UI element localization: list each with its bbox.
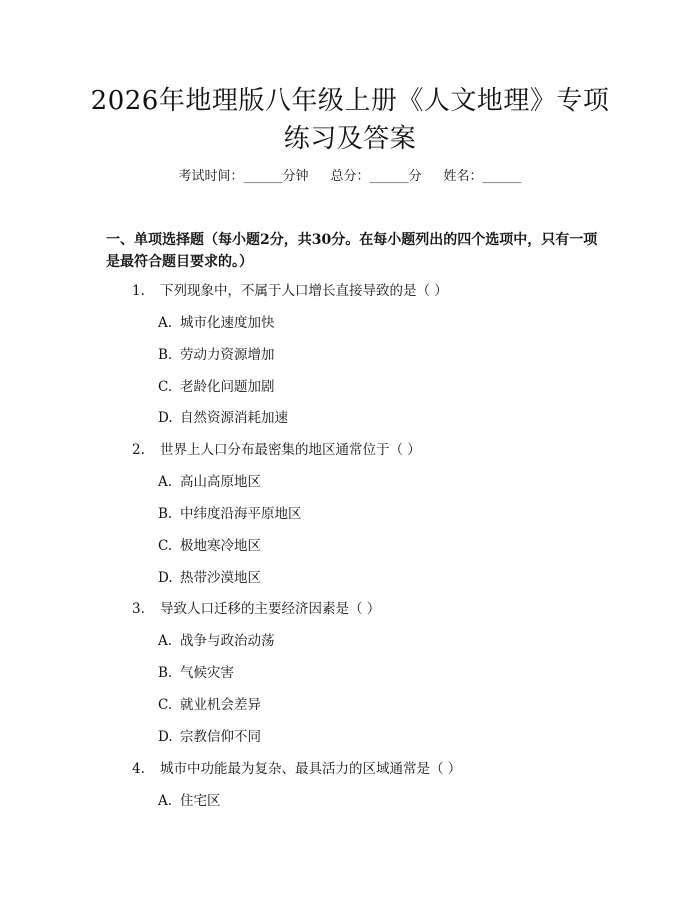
page-title	[70, 82, 630, 158]
question-2-option-c	[158, 537, 261, 555]
option-text: 战争与政治动荡	[180, 633, 275, 649]
option-letter: C.	[158, 379, 173, 395]
title-line-1: 2026年地理版八年级上册《人文地理》专项	[90, 86, 610, 116]
option-text: 老龄化问题加剧	[180, 379, 275, 395]
question-1-option-d	[158, 409, 288, 427]
question-text: 下列现象中，不属于人口增长直接导致的是（ ）	[160, 283, 448, 299]
option-letter: A.	[158, 315, 173, 331]
option-text: 劳动力资源增加	[180, 347, 275, 363]
question-2	[132, 441, 421, 459]
option-text: 极地寒冷地区	[180, 538, 261, 554]
question-3-option-b	[158, 664, 234, 682]
section-heading	[106, 229, 600, 273]
exam-name-field: 姓名：______	[443, 169, 522, 184]
title-line-2: 练习及答案	[283, 124, 417, 154]
option-text: 高山高原地区	[180, 474, 261, 490]
question-1-option-c	[158, 378, 275, 396]
option-letter: C.	[158, 697, 173, 713]
option-text: 自然资源消耗加速	[180, 410, 288, 426]
option-letter: D.	[158, 410, 173, 426]
question-2-option-b	[158, 505, 302, 523]
option-letter: B.	[158, 665, 173, 681]
question-text: 世界上人口分布最密集的地区通常位于（ ）	[160, 442, 421, 458]
option-letter: A.	[158, 793, 173, 809]
question-2-option-d	[158, 569, 261, 587]
option-text: 热带沙漠地区	[180, 570, 261, 586]
option-text: 宗教信仰不同	[180, 729, 261, 745]
exam-score-field: 总分：______分	[330, 169, 422, 184]
option-letter: D.	[158, 729, 173, 745]
option-letter: B.	[158, 347, 173, 363]
question-1	[132, 282, 448, 300]
question-number: 1.	[132, 283, 145, 299]
option-letter: B.	[158, 506, 173, 522]
question-4-option-a	[158, 792, 221, 810]
question-1-option-a	[158, 314, 275, 332]
section-heading-line-2: 是最符合题目要求的。）	[106, 254, 253, 270]
option-text: 住宅区	[180, 793, 221, 809]
option-text: 城市化速度加快	[180, 315, 275, 331]
question-text: 城市中功能最为复杂、最具活力的区域通常是（ ）	[160, 761, 462, 777]
exam-meta	[0, 168, 700, 186]
question-3-option-d	[158, 728, 261, 746]
question-number: 3.	[132, 601, 145, 617]
question-1-option-b	[158, 346, 275, 364]
option-letter: A.	[158, 633, 173, 649]
option-letter: C.	[158, 538, 173, 554]
section-heading-line-1: 一、单项选择题（每小题2分，共30分。在每小题列出的四个选项中，只有一项	[106, 232, 598, 248]
option-letter: A.	[158, 474, 173, 490]
question-number: 2.	[132, 442, 145, 458]
question-2-option-a	[158, 473, 261, 491]
question-3	[132, 600, 380, 618]
option-letter: D.	[158, 570, 173, 586]
option-text: 中纬度沿海平原地区	[180, 506, 302, 522]
option-text: 就业机会差异	[180, 697, 261, 713]
question-3-option-a	[158, 632, 275, 650]
exam-time-field: 考试时间：______分钟	[178, 169, 309, 184]
question-text: 导致人口迁移的主要经济因素是（ ）	[160, 601, 381, 617]
question-3-option-c	[158, 696, 261, 714]
question-number: 4.	[132, 761, 145, 777]
option-text: 气候灾害	[180, 665, 234, 681]
question-4	[132, 760, 461, 778]
